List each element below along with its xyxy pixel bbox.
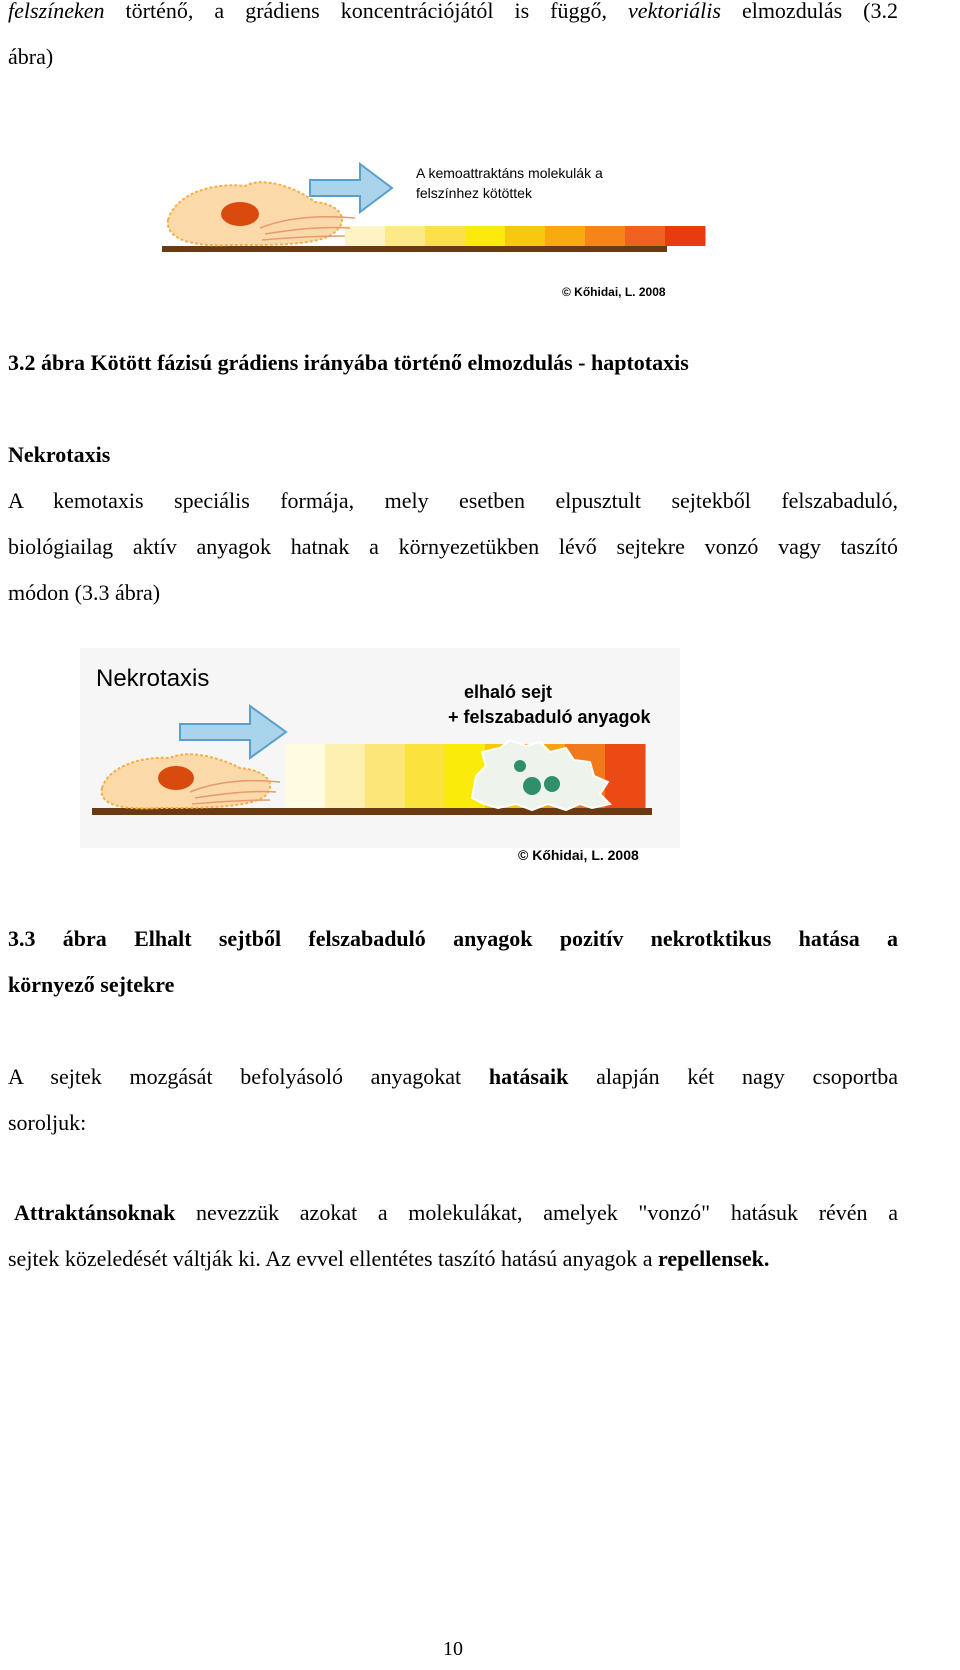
attractants-text: nevezzük azokat a molekulákat, amelyek "vonzó" hatásuk révén a xyxy=(175,1200,898,1225)
term-hatasaik: hatásaik xyxy=(488,1064,569,1089)
figure-haptotaxis xyxy=(150,150,710,310)
gradient-segment xyxy=(665,226,706,246)
figure1-label-line2: felszínhez kötöttek xyxy=(416,185,532,201)
attractants-line-1 xyxy=(14,1190,898,1236)
term-vektorialis: vektoriális xyxy=(628,0,721,23)
gradient-segment xyxy=(405,744,446,808)
gradient-segment xyxy=(625,226,666,246)
intro-ref: elmozdulás (3.2 xyxy=(720,0,898,23)
cell-nucleus xyxy=(221,202,259,226)
page-number: 10 xyxy=(443,1638,463,1660)
gradient-segment xyxy=(465,226,506,246)
figure1-label-line1: A kemoattraktáns molekulák a xyxy=(416,165,603,181)
gradient-segment xyxy=(585,226,626,246)
gradient-segment xyxy=(365,744,406,808)
section-para-line1: A kemotaxis speciális formája, mely esetben elpusztult sejtekből felszabaduló, xyxy=(8,488,898,513)
substrate-baseline xyxy=(162,246,667,252)
released-particle xyxy=(544,776,560,792)
figure2-label-line2: + felszabaduló anyagok xyxy=(448,707,651,727)
gradient-segment xyxy=(345,226,386,246)
figure-nekrotaxis xyxy=(80,648,680,870)
gradient-segment xyxy=(605,744,646,808)
gradient-segment xyxy=(285,744,326,808)
intro-line-1 xyxy=(8,0,898,34)
released-particle xyxy=(523,777,541,795)
released-particle xyxy=(514,760,526,772)
gradient-segment xyxy=(545,226,586,246)
intro-line-2: ábra) xyxy=(8,44,54,69)
section-heading: Nekrotaxis xyxy=(8,442,111,467)
gradient-strip xyxy=(345,226,706,246)
figure1-caption: 3.2 ábra Kötött fázisú grádiens irányába történő elmozdulás - haptotaxis xyxy=(8,350,689,375)
gradient-segment xyxy=(325,744,366,808)
term-attraktansoknak: Attraktánsoknak xyxy=(14,1200,176,1225)
effects-text: A sejtek mozgását befolyásoló anyagokat xyxy=(8,1064,489,1089)
attractants-text-2: sejtek közeledését váltják ki. Az evvel ellentétes taszító hatású anyagok a xyxy=(8,1246,658,1271)
effects-text-end: alapján két nagy csoportba xyxy=(568,1064,898,1089)
term-repellensek: repellensek. xyxy=(657,1246,770,1271)
term-felszineken: felszíneken xyxy=(8,0,105,23)
figure2-caption-line1: 3.3 ábra Elhalt sejtből felszabaduló anyagok pozitív nekrotktikus hatása a xyxy=(8,926,898,951)
gradient-segment xyxy=(385,226,426,246)
effects-line-2: soroljuk: xyxy=(8,1110,87,1135)
gradient-segment xyxy=(505,226,546,246)
cell-nucleus xyxy=(158,766,194,790)
figure2-title: Nekrotaxis xyxy=(96,665,210,692)
figure2-caption-line2: környező sejtekre xyxy=(8,972,175,997)
gradient-segment xyxy=(425,226,466,246)
effects-line-1 xyxy=(8,1054,898,1100)
figure2-copyright: © Kőhidai, L. 2008 xyxy=(518,847,639,863)
attractants-line-2 xyxy=(8,1236,898,1282)
figure1-copyright: © Kőhidai, L. 2008 xyxy=(562,285,666,299)
section-para-line2: biológiailag aktív anyagok hatnak a környezetükben lévő sejtekre vonzó vagy taszító xyxy=(8,534,898,559)
figure2-label-line1: elhaló sejt xyxy=(464,682,553,702)
section-para-line3: módon (3.3 ábra) xyxy=(8,580,161,605)
intro-text: történő, a grádiens koncentrációjától is függő, xyxy=(104,0,629,23)
